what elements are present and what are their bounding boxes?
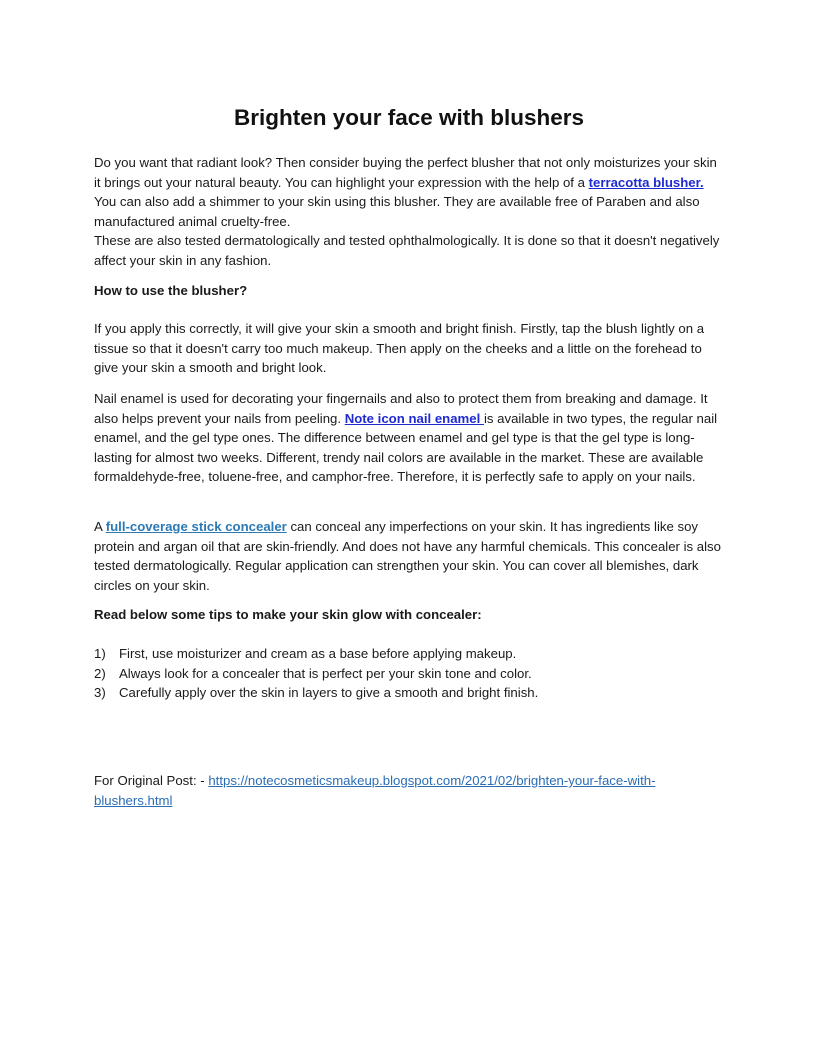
terracotta-blusher-link[interactable]: terracotta blusher. [588, 174, 704, 190]
intro-paragraph-2: These are also tested dermatologically and tested ophthalmologically. It is done so that it doesn't negatively affect your skin in any fashion. [94, 233, 720, 268]
nail-text-after: is available in two types, the regular nail enamel, and the gel type ones. The difference between enamel and gel type is that the gel type is long-lasting for almost two weeks. Different, trendy nail colors are available in the market. These are available formaldehyde-free, toluene-free, and camphor-free. Therefore, it is perfectly safe to apply on your nails. [94, 410, 718, 485]
nail-enamel-link[interactable]: Note icon nail enamel [344, 410, 484, 426]
list-item-text: Always look for a concealer that is perfect per your skin tone and color. [119, 665, 532, 681]
list-item-number: 1) [94, 646, 106, 661]
tips-heading: Read below some tips to make your skin glow with concealer: [94, 607, 482, 622]
concealer-paragraph [94, 517, 724, 595]
list-item-text: Carefully apply over the skin in layers to give a smooth and bright finish. [119, 685, 539, 701]
original-post-footer [94, 771, 694, 810]
tips-list [94, 644, 724, 703]
intro-paragraph [94, 153, 724, 231]
list-item [94, 644, 724, 664]
intro-section [94, 153, 724, 271]
concealer-text-after: can conceal any imperfections on your skin. It has ingredients like soy protein and argan oil that are skin-friendly. And does not have any harmful chemicals. This concealer is also tested dermatologically. Regular application can strengthen your skin. You can cover all blemishes, dark circles on your skin. [94, 519, 721, 593]
nail-text-before: Nail enamel is used for decorating your fingernails and also to protect them from breaking and damage. It also helps prevent your nails from peeling. [94, 391, 708, 426]
footer-label: For Original Post: - [94, 773, 209, 788]
howto-paragraph: If you apply this correctly, it will give your skin a smooth and bright finish. Firstly, tap the blush lightly on a tissue so that it doesn't carry too much makeup. Then apply on the cheeks and a little on the forehead to give your skin a smooth and bright look. [94, 321, 705, 376]
original-post-link[interactable]: https://notecosmeticsmakeup.blogspot.com/2021/02/brighten-your-face-with-blushers.html [94, 773, 656, 808]
list-item-text: First, use moisturizer and cream as a base before applying makeup. [119, 646, 517, 661]
concealer-link[interactable]: full-coverage stick concealer [105, 519, 287, 534]
intro-text-after: You can also add a shimmer to your skin using this blusher. They are available free of Paraben and also manufactured animal cruelty-free. [94, 194, 700, 229]
concealer-text-before: A [94, 519, 106, 534]
intro-text-before: Do you want that radiant look? Then consider buying the perfect blusher that not only moisturizes your skin it brings out your natural beauty. You can highlight your expression with the help of a [94, 155, 717, 190]
list-item-number: 3) [94, 685, 106, 701]
list-item [94, 683, 724, 703]
page-title: Brighten your face with blushers [233, 105, 585, 130]
howto-heading: How to use the blusher? [94, 283, 248, 298]
nail-paragraph [94, 389, 724, 487]
list-item-number: 2) [94, 665, 106, 681]
list-item [94, 664, 724, 684]
